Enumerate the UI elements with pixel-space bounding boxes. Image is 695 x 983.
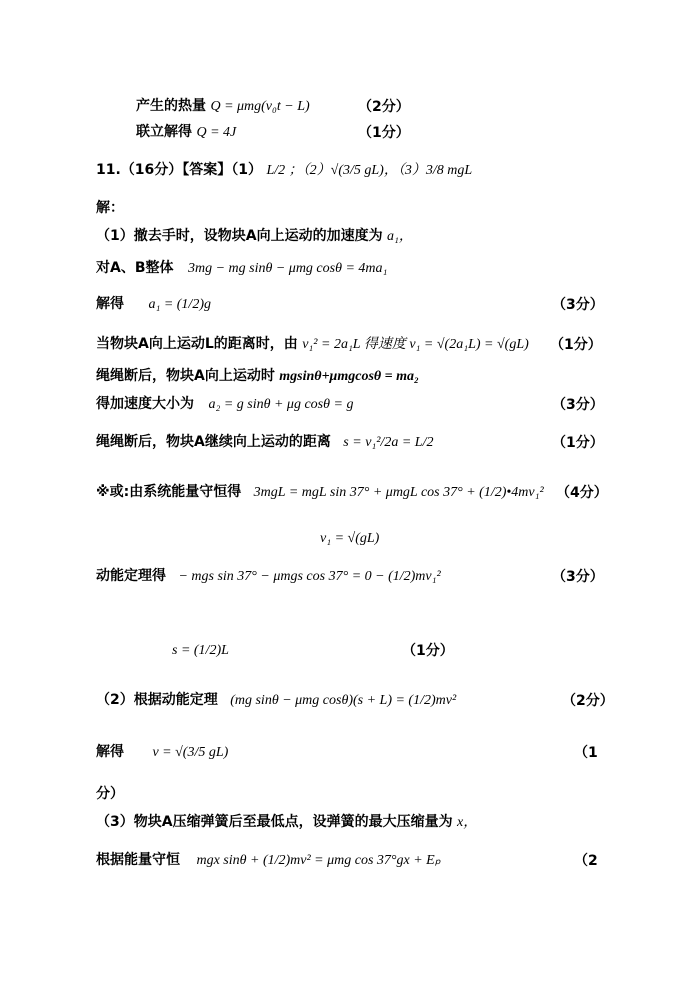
- line-equation: v = √(3/5 gL): [152, 745, 229, 760]
- line-a1: [96, 294, 211, 315]
- score: （3分）: [552, 569, 604, 585]
- line-equation: Q = μmg(v₀t − L): [210, 99, 310, 114]
- line-equation: (mg sinθ − μmg cosθ)(s + L) = (1/2)mv²: [230, 693, 457, 708]
- line-text: 11.（16分）【答案】（1）: [96, 162, 263, 178]
- score: （1分）: [552, 435, 604, 451]
- line-text: 分）: [96, 786, 124, 802]
- line-text: 对A、B整体: [96, 260, 174, 276]
- line-text: 当物块A向上运动L的距离时，由: [96, 336, 298, 352]
- score: （2: [574, 853, 598, 869]
- line-jie: [96, 198, 124, 218]
- line-part1-intro: [96, 226, 413, 247]
- score: （1分）: [550, 337, 602, 353]
- line-equation: 3mgL = mgL sin 37° + μmgL cos 37° + (1/2)•4mv₁²: [253, 485, 544, 500]
- line-equation: a₁ = (1/2)g: [148, 297, 211, 312]
- line-s-half: [172, 640, 229, 661]
- line-equation: L/2 ；（2）√(3/5 gL)，（3）3/8 mgL: [266, 163, 473, 178]
- line-a2: [96, 394, 353, 415]
- line-equation: x，: [457, 815, 478, 830]
- line-distance: [96, 432, 433, 453]
- score: （2分）: [562, 693, 614, 709]
- line-equation: mgx sinθ + (1/2)mv² = μmg cos 37°gx + Eₚ: [196, 853, 441, 868]
- line-equation: s = (1/2)L: [172, 643, 229, 658]
- line-whole-ab: [96, 258, 387, 279]
- line-fen: [96, 784, 124, 804]
- line-text: 得加速度大小为: [96, 396, 194, 412]
- line-text: 联立解得: [136, 124, 192, 140]
- score: （3分）: [552, 297, 604, 313]
- line-equation: v₁ = √(gL): [320, 531, 380, 546]
- line-v1-centered: [320, 528, 379, 549]
- line-part2: [96, 690, 456, 711]
- line-text: （3）物块A压缩弹簧后至最低点，设弹簧的最大压缩量为: [96, 814, 453, 830]
- line-text: 解得: [96, 744, 124, 760]
- line-text: 动能定理得: [96, 568, 166, 584]
- line-v1: [96, 334, 529, 355]
- line-text: 解得: [96, 296, 124, 312]
- line-equation: a₂ = g sinθ + μg cosθ = g: [208, 397, 354, 412]
- line-after-break: [96, 366, 419, 387]
- line-equation: Q = 4J: [196, 125, 237, 140]
- score: （1分）: [358, 125, 410, 141]
- line-equation: s = v₁²/2a = L/2: [343, 435, 434, 450]
- score: （1: [574, 745, 598, 761]
- line-text: 产生的热量: [136, 98, 206, 114]
- line-energy-conservation: [96, 850, 441, 871]
- score: （3分）: [552, 397, 604, 413]
- line-text: 根据能量守恒: [96, 852, 180, 868]
- line-v: [96, 742, 228, 763]
- line-text: ※或:由系统能量守恒得: [96, 484, 242, 500]
- line-solve-q: [136, 122, 236, 143]
- score: （2分）: [358, 99, 410, 115]
- line-kinetic: [96, 566, 441, 587]
- line-equation: mgsinθ+μmgcosθ = ma₂: [279, 369, 419, 384]
- line-answer: [96, 160, 472, 181]
- line-text: （2）根据动能定理: [96, 692, 218, 708]
- line-text: 绳绳断后，物块A向上运动时: [96, 368, 275, 384]
- line-equation: a₁，: [387, 229, 413, 244]
- line-heat: [136, 96, 310, 117]
- line-equation: 3mg − mg sinθ − μmg cosθ = 4ma₁: [187, 261, 388, 276]
- line-equation: − mgs sin 37° − μmgs cos 37° = 0 − (1/2)mv₁²: [178, 569, 441, 584]
- line-part3: [96, 812, 477, 833]
- line-energy-alt: [96, 482, 544, 503]
- line-text: 绳绳断后，物块A继续向上运动的距离: [96, 434, 331, 450]
- score: （4分）: [556, 485, 608, 501]
- line-text: （1）撤去手时，设物块A向上运动的加速度为: [96, 228, 383, 244]
- line-text: 解：: [96, 200, 124, 216]
- line-equation: v₁² = 2a₁L 得速度 v₁ = √(2a₁L) = √(gL): [302, 337, 529, 352]
- score: （1分）: [402, 643, 454, 659]
